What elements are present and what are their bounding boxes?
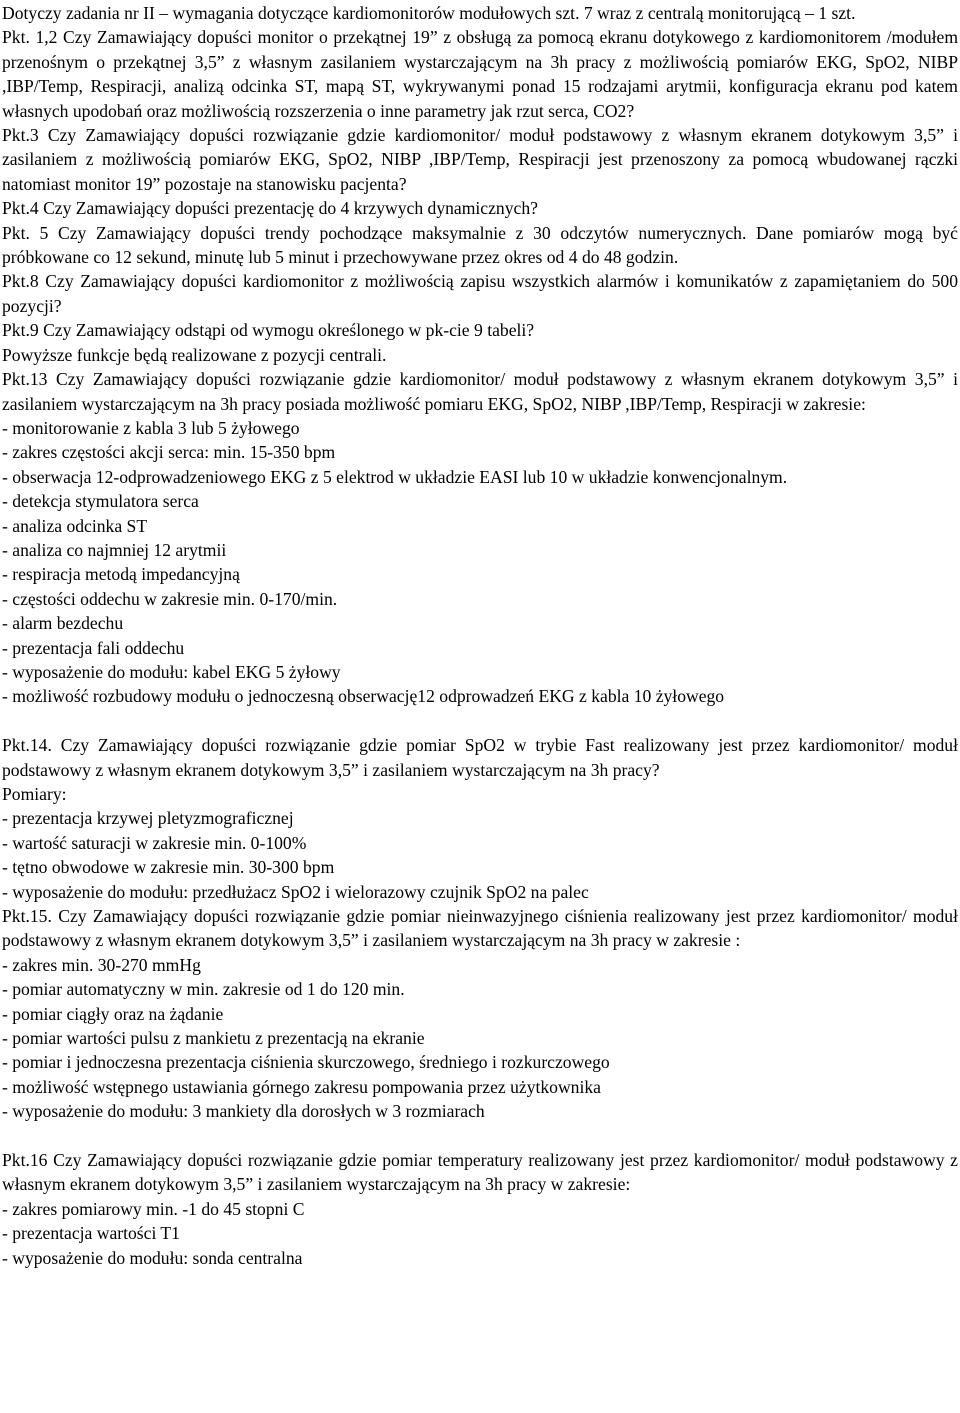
list-item: - możliwość rozbudowy modułu o jednoczesną obserwację12 odprowadzeń EKG z kabla 10 żyłowego (2, 686, 725, 707)
question-4: Pkt.4 Czy Zamawiający dopuści prezentację do 4 krzywych dynamicznych? (2, 198, 538, 219)
question-13: Pkt.13 Czy Zamawiający dopuści rozwiązanie gdzie kardiomonitor/ moduł podstawowy z własnym ekranem dotykowym 3,5” i zasilaniem wystarczającym na 3h pracy posiada możliwość pomiaru EKG, SpO2, NIBP ,IBP/Temp, Respiracji w zakresie: (2, 369, 958, 414)
list-item: - wyposażenie do modułu: kabel EKG 5 żyłowy (2, 661, 341, 682)
list-item: - wyposażenie do modułu: 3 mankiety dla dorosłych w 3 rozmiarach (2, 1101, 485, 1122)
list-item: - prezentacja krzywej pletyzmograficznej (2, 808, 294, 829)
list-item: - alarm bezdechu (2, 613, 124, 634)
question-14: Pkt.14. Czy Zamawiający dopuści rozwiązanie gdzie pomiar SpO2 w trybie Fast realizowany jest przez kardiomonitor/ moduł podstawowy z własnym ekranem dotykowym 3,5” i zasilaniem wystarczającym na 3h pracy? (2, 735, 958, 780)
list-item: - częstości oddechu w zakresie min. 0-170/min. (2, 588, 338, 609)
list-item: - możliwość wstępnego ustawiania górnego zakresu pompowania przez użytkownika (2, 1076, 601, 1097)
question-15-list (2, 953, 958, 1124)
question-9: Pkt.9 Czy Zamawiający odstąpi od wymogu określonego w pk-cie 9 tabeli? (2, 320, 535, 341)
spacer (2, 709, 958, 733)
list-item: - wyposażenie do modułu: przedłużacz SpO2 i wielorazowy czujnik SpO2 na palec (2, 881, 589, 902)
intro-paragraph: Dotyczy zadania nr II – wymagania dotyczące kardiomonitorów modułowych szt. 7 wraz z centralą monitorującą – 1 szt. (2, 3, 856, 23)
question-15: Pkt.15. Czy Zamawiający dopuści rozwiązanie gdzie pomiar nieinwazyjnego ciśnienia realizowany jest przez kardiomonitor/ moduł podstawowy z własnym ekranem dotykowym 3,5” i zasilaniem wystarczającym na 3h pracy w zakresie : (2, 906, 958, 951)
question-16-list (2, 1197, 958, 1270)
list-item: - tętno obwodowe w zakresie min. 30-300 bpm (2, 857, 335, 878)
list-item: - respiracja metodą impedancyjną (2, 564, 240, 585)
measurements-heading: Pomiary: (2, 783, 67, 804)
list-item: - prezentacja wartości T1 (2, 1223, 180, 1244)
question-8: Pkt.8 Czy Zamawiający dopuści kardiomonitor z możliwością zapisu wszystkich alarmów i komunikatów z zapamiętaniem do 500 pozycji? (2, 271, 958, 316)
list-item: - prezentacja fali oddechu (2, 637, 185, 658)
list-item: - pomiar ciągły oraz na żądanie (2, 1003, 224, 1024)
question-16: Pkt.16 Czy Zamawiający dopuści rozwiązanie gdzie pomiar temperatury realizowany jest przez kardiomonitor/ moduł podstawowy z własnym ekranem dotykowym 3,5” i zasilaniem wystarczającym na 3h pracy w zakresie: (2, 1150, 958, 1195)
list-item: - wyposażenie do modułu: sonda centralna (2, 1247, 303, 1268)
list-item: - pomiar wartości pulsu z mankietu z prezentacją na ekranie (2, 1028, 425, 1049)
list-item: - pomiar i jednoczesna prezentacja ciśnienia skurczowego, średniego i rozkurczowego (2, 1052, 610, 1073)
list-item: - zakres pomiarowy min. -1 do 45 stopni C (2, 1198, 305, 1219)
question-13-list (2, 416, 958, 709)
list-item: - detekcja stymulatora serca (2, 491, 199, 512)
list-item: - wartość saturacji w zakresie min. 0-100% (2, 832, 307, 853)
list-item: - monitorowanie z kabla 3 lub 5 żyłowego (2, 417, 300, 438)
question-9-note: Powyższe funkcje będą realizowane z pozycji centrali. (2, 344, 387, 365)
list-item: - zakres częstości akcji serca: min. 15-350 bpm (2, 442, 336, 463)
list-item: - obserwacja 12-odprowadzeniowego EKG z 5 elektrod w układzie EASI lub 10 w układzie konwencjonalnym. (2, 466, 788, 487)
question-3: Pkt.3 Czy Zamawiający dopuści rozwiązanie gdzie kardiomonitor/ moduł podstawowy z własnym ekranem dotykowym 3,5” i zasilaniem z możliwością pomiarów EKG, SpO2, NIBP ,IBP/Temp, Respiracji jest przenoszony za pomocą wbudowanej rączki natomiast monitor 19” pozostaje na stanowisku pacjenta? (2, 125, 958, 194)
question-1-2: Pkt. 1,2 Czy Zamawiający dopuści monitor o przekątnej 19” z obsługą za pomocą ekranu dotykowego z kardiomonitorem /modułem przenośnym o przekątnej 3,5” z własnym zasilaniem wystarczającym na 3h pracy z możliwością pomiarów EKG, SpO2, NIBP ,IBP/Temp, Respiracji, analizą odcinka ST, mapą ST, wykrywanymi ponad 15 rodzajami arytmii, konfiguracja ekranu pod katem własnych upodobań oraz możliwością rozszerzenia o inne parametry jak rzut serca, CO2? (2, 27, 958, 121)
list-item: - pomiar automatyczny w min. zakresie od 1 do 120 min. (2, 979, 405, 1000)
spacer (2, 1124, 958, 1148)
list-item: - zakres min. 30-270 mmHg (2, 954, 201, 975)
question-5: Pkt. 5 Czy Zamawiający dopuści trendy pochodzące maksymalnie z 30 odczytów numerycznych. Dane pomiarów mogą być próbkowane co 12 sekund, minutę lub 5 minut i przechowywane przez okres od 4 do 48 godzin. (2, 222, 958, 268)
list-item: - analiza odcinka ST (2, 515, 148, 536)
question-14-list (2, 806, 958, 904)
list-item: - analiza co najmniej 12 arytmii (2, 539, 227, 560)
